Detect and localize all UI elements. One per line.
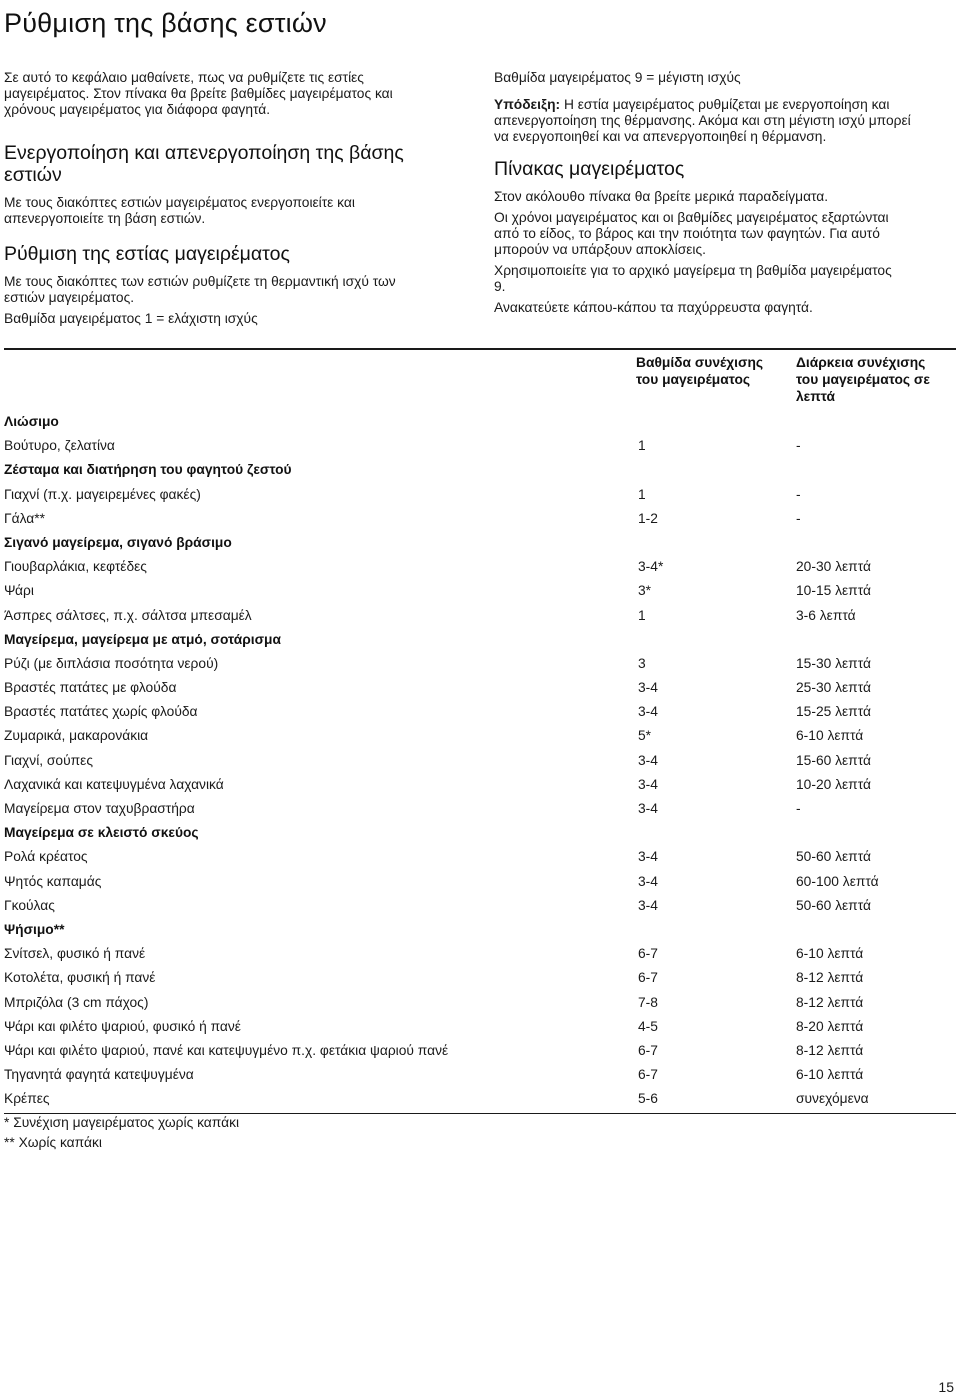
hint-label: Υπόδειξη: bbox=[494, 97, 561, 112]
level-cell: 7-8 bbox=[638, 994, 658, 1010]
paragraph-line: Χρησιμοποιείτε για το αρχικό μαγείρεμα τη βαθμίδα μαγειρέματος bbox=[494, 263, 892, 278]
heading-line: Ενεργοποίηση και απενεργοποίηση της βάσης bbox=[4, 142, 404, 164]
duration-cell: 6-10 λεπτά bbox=[796, 946, 864, 962]
food-cell: Ζυμαρικά, μακαρονάκια bbox=[4, 728, 149, 744]
intro-line: μαγειρέματος. Στον πίνακα θα βρείτε βαθμίδες μαγειρέματος και bbox=[4, 86, 393, 101]
food-cell: Γκούλας bbox=[4, 897, 55, 913]
level-cell: 3 bbox=[638, 655, 646, 671]
food-cell: Σιγανό μαγείρεμα, σιγανό βράσιμο bbox=[4, 534, 232, 550]
table-category-row bbox=[4, 410, 956, 434]
duration-cell: 10-15 λεπτά bbox=[796, 583, 871, 599]
food-cell: Λιώσιμο bbox=[4, 414, 59, 429]
deviation-paragraph bbox=[494, 210, 956, 258]
food-cell: Σνίτσελ, φυσικό ή πανέ bbox=[4, 946, 146, 962]
food-cell: Βούτυρο, ζελατίνα bbox=[4, 438, 115, 454]
level-max-text: Βαθμίδα μαγειρέματος 9 = μέγιστη ισχύς bbox=[494, 70, 741, 85]
table-row bbox=[4, 483, 956, 507]
table-row bbox=[4, 555, 956, 579]
page-number: 15 bbox=[938, 1379, 954, 1395]
hint-text: απενεργοποίηση της θέρμανσης. Ακόμα και στη μέγιστη ισχύ μπορεί bbox=[494, 113, 911, 128]
food-cell: Βραστές πατάτες με φλούδα bbox=[4, 680, 177, 696]
duration-cell: 3-6 λεπτά bbox=[796, 607, 856, 623]
header-level bbox=[636, 354, 786, 388]
level-cell: 3-4 bbox=[638, 752, 658, 768]
header-duration bbox=[796, 354, 956, 405]
duration-cell: 15-25 λεπτά bbox=[796, 704, 871, 720]
paragraph-line: μπορούν να υπάρξουν αποκλίσεις. bbox=[494, 242, 706, 257]
left-column bbox=[4, 70, 466, 332]
level-cell: 3-4 bbox=[638, 897, 658, 913]
intro-line: χρόνους μαγειρέματος για διάφορα φαγητά. bbox=[4, 102, 271, 117]
table-row bbox=[4, 700, 956, 724]
table-intro-paragraph: Στον ακόλουθο πίνακα θα βρείτε μερικά παραδείγματα. bbox=[494, 189, 829, 204]
duration-cell: - bbox=[796, 438, 801, 454]
footnote-no-lid: ** Χωρίς καπάκι bbox=[4, 1135, 102, 1150]
duration-cell: 8-12 λεπτά bbox=[796, 994, 864, 1010]
table-category-row bbox=[4, 918, 956, 942]
table-category-row bbox=[4, 821, 956, 845]
duration-cell: - bbox=[796, 486, 801, 502]
level-cell: 5-6 bbox=[638, 1091, 658, 1107]
duration-cell: συνεχόμενα bbox=[796, 1091, 869, 1107]
header-line: Βαθμίδα συνέχισης bbox=[636, 355, 764, 370]
level-cell: 1 bbox=[638, 486, 646, 502]
food-cell: Λαχανικά και κατεψυγμένα λαχανικά bbox=[4, 776, 224, 792]
duration-cell: 50-60 λεπτά bbox=[796, 849, 871, 865]
intro-paragraph bbox=[4, 70, 466, 118]
level-cell: 3-4 bbox=[638, 801, 658, 816]
food-cell: Κοτολέτα, φυσική ή πανέ bbox=[4, 970, 156, 986]
intro-line: Σε αυτό το κεφάλαιο μαθαίνετε, πως να ρυθμίζετε τις εστίες bbox=[4, 70, 364, 85]
table-row bbox=[4, 894, 956, 918]
table-header bbox=[4, 350, 956, 410]
level-cell: 3-4 bbox=[638, 849, 658, 865]
table-row bbox=[4, 942, 956, 966]
duration-cell: 15-30 λεπτά bbox=[796, 655, 871, 671]
level-cell: 6-7 bbox=[638, 946, 658, 962]
food-cell: Γάλα** bbox=[4, 510, 45, 526]
level-cell: 3-4 bbox=[638, 704, 658, 720]
duration-cell: - bbox=[796, 510, 801, 526]
duration-cell: - bbox=[796, 801, 801, 816]
level-cell: 3-4 bbox=[638, 680, 658, 696]
level-min-text: Βαθμίδα μαγειρέματος 1 = ελάχιστη ισχύς bbox=[4, 311, 258, 326]
header-line: του μαγειρέματος σε bbox=[796, 372, 930, 387]
food-cell: Μπριζόλα (3 cm πάχος) bbox=[4, 994, 149, 1010]
duration-cell: 60-100 λεπτά bbox=[796, 873, 879, 889]
level-cell: 1 bbox=[638, 607, 646, 623]
paragraph-line: απενεργοποιείτε τη βάση εστιών. bbox=[4, 211, 206, 226]
table-row bbox=[4, 991, 956, 1015]
table-category-row bbox=[4, 531, 956, 555]
table-row bbox=[4, 1087, 956, 1111]
table-row bbox=[4, 966, 956, 990]
level-cell: 3-4 bbox=[638, 776, 658, 792]
level-cell: 6-7 bbox=[638, 1067, 658, 1083]
food-cell: Ζέσταμα και διατήρηση του φαγητού ζεστού bbox=[4, 462, 292, 478]
table-row bbox=[4, 652, 956, 676]
duration-cell: 15-60 λεπτά bbox=[796, 752, 871, 768]
duration-cell: 6-10 λεπτά bbox=[796, 1067, 864, 1083]
stir-paragraph: Ανακατεύετε κάπου-κάπου τα παχύρρευστα φαγητά. bbox=[494, 300, 813, 315]
table-row bbox=[4, 1063, 956, 1087]
paragraph-line: Οι χρόνοι μαγειρέματος και οι βαθμίδες μαγειρέματος εξαρτώνται bbox=[494, 210, 889, 225]
food-cell: Τηγανητά φαγητά κατεψυγμένα bbox=[4, 1067, 194, 1083]
set-zone-paragraph bbox=[4, 274, 466, 306]
section-heading-set-zone: Ρύθμιση της εστίας μαγειρέματος bbox=[4, 243, 290, 265]
table-row bbox=[4, 870, 956, 894]
duration-cell: 20-30 λεπτά bbox=[796, 559, 871, 575]
food-cell: Μαγείρεμα στον ταχυβραστήρα bbox=[4, 801, 195, 816]
header-line: λεπτά bbox=[796, 389, 836, 404]
level-cell: 1 bbox=[638, 438, 646, 454]
table-row bbox=[4, 434, 956, 458]
table-row bbox=[4, 749, 956, 773]
header-line: του μαγειρέματος bbox=[636, 372, 751, 387]
duration-cell: 8-12 λεπτά bbox=[796, 970, 864, 986]
table-row bbox=[4, 773, 956, 797]
food-cell: Ψάρι και φιλέτο ψαριού, πανέ και κατεψυγμένο π.χ. φετάκια ψαριού πανέ bbox=[4, 1042, 449, 1058]
level-cell: 6-7 bbox=[638, 970, 658, 986]
table-row bbox=[4, 579, 956, 603]
table-row bbox=[4, 797, 956, 821]
food-cell: Ψήσιμο** bbox=[4, 921, 65, 937]
food-cell: Βραστές πατάτες χωρίς φλούδα bbox=[4, 704, 198, 720]
table-row bbox=[4, 724, 956, 748]
level-cell: 3-4 bbox=[638, 873, 658, 889]
duration-cell: 25-30 λεπτά bbox=[796, 680, 871, 696]
paragraph-line: εστιών μαγειρέματος. bbox=[4, 290, 135, 305]
paragraph-line: 9. bbox=[494, 279, 506, 294]
table-row bbox=[4, 507, 956, 531]
on-off-paragraph bbox=[4, 195, 466, 227]
hint-paragraph bbox=[494, 97, 956, 145]
food-cell: Ρολά κρέατος bbox=[4, 849, 88, 865]
food-cell: Ψητός καπαμάς bbox=[4, 873, 102, 889]
table-category-row bbox=[4, 458, 956, 482]
heading-line: εστιών bbox=[4, 164, 62, 186]
level-cell: 5* bbox=[638, 728, 652, 744]
paragraph-line: Με τους διακόπτες των εστιών ρυθμίζετε τη θερμαντική ισχύ των bbox=[4, 274, 396, 289]
level-cell: 3* bbox=[638, 583, 652, 599]
food-cell: Ρύζι (με διπλάσια ποσότητα νερού) bbox=[4, 655, 219, 671]
duration-cell: 50-60 λεπτά bbox=[796, 897, 871, 913]
table-category-row bbox=[4, 628, 956, 652]
food-cell: Γιαχνί, σούπες bbox=[4, 752, 93, 768]
duration-cell: 10-20 λεπτά bbox=[796, 776, 871, 792]
table-row bbox=[4, 1039, 956, 1063]
table-footnotes bbox=[4, 1113, 239, 1153]
cooking-table bbox=[4, 348, 956, 1111]
paragraph-line: από το είδος, το βάρος και την ποιότητα των φαγητών. Για αυτό bbox=[494, 226, 880, 241]
page-title: Ρύθμιση της βάσης εστιών bbox=[4, 8, 327, 38]
food-cell: Ψάρι bbox=[4, 583, 34, 599]
food-cell: Γιουβαρλάκια, κεφτέδες bbox=[4, 559, 147, 575]
footnote-no-lid-continue: * Συνέχιση μαγειρέματος χωρίς καπάκι bbox=[4, 1115, 240, 1130]
table-row bbox=[4, 676, 956, 700]
food-cell: Κρέπες bbox=[4, 1091, 50, 1107]
duration-cell: 8-20 λεπτά bbox=[796, 1018, 864, 1034]
level-cell: 4-5 bbox=[638, 1018, 658, 1034]
food-cell: Μαγείρεμα σε κλειστό σκεύος bbox=[4, 825, 199, 841]
table-row bbox=[4, 1015, 956, 1039]
hint-text: να ενεργοποιηθεί και να απενεργοποιηθεί η θέρμανση. bbox=[494, 129, 827, 144]
level-cell: 3-4* bbox=[638, 559, 664, 575]
food-cell: Ψάρι και φιλέτο ψαριού, φυσικό ή πανέ bbox=[4, 1018, 241, 1034]
table-row bbox=[4, 845, 956, 869]
paragraph-line: Με τους διακόπτες εστιών μαγειρέματος ενεργοποιείτε και bbox=[4, 195, 355, 210]
food-cell: Άσπρες σάλτσες, π.χ. σάλτσα μπεσαμέλ bbox=[4, 607, 252, 623]
food-cell: Γιαχνί (π.χ. μαγειρεμένες φακές) bbox=[4, 486, 201, 502]
duration-cell: 8-12 λεπτά bbox=[796, 1042, 864, 1058]
right-column bbox=[494, 70, 956, 321]
food-cell: Μαγείρεμα, μαγείρεμα με ατμό, σοτάρισμα bbox=[4, 631, 281, 647]
table-body bbox=[4, 410, 956, 1111]
hint-text: Η εστία μαγειρέματος ρυθμίζεται με ενεργοποίηση και bbox=[560, 97, 890, 112]
level-cell: 1-2 bbox=[638, 510, 658, 526]
table-row bbox=[4, 604, 956, 628]
header-line: Διάρκεια συνέχισης bbox=[796, 355, 926, 370]
section-heading-cooking-table: Πίνακας μαγειρέματος bbox=[494, 158, 685, 180]
section-heading-on-off bbox=[4, 142, 466, 186]
duration-cell: 6-10 λεπτά bbox=[796, 728, 864, 744]
initial-cooking-paragraph bbox=[494, 263, 956, 295]
level-cell: 6-7 bbox=[638, 1042, 658, 1058]
